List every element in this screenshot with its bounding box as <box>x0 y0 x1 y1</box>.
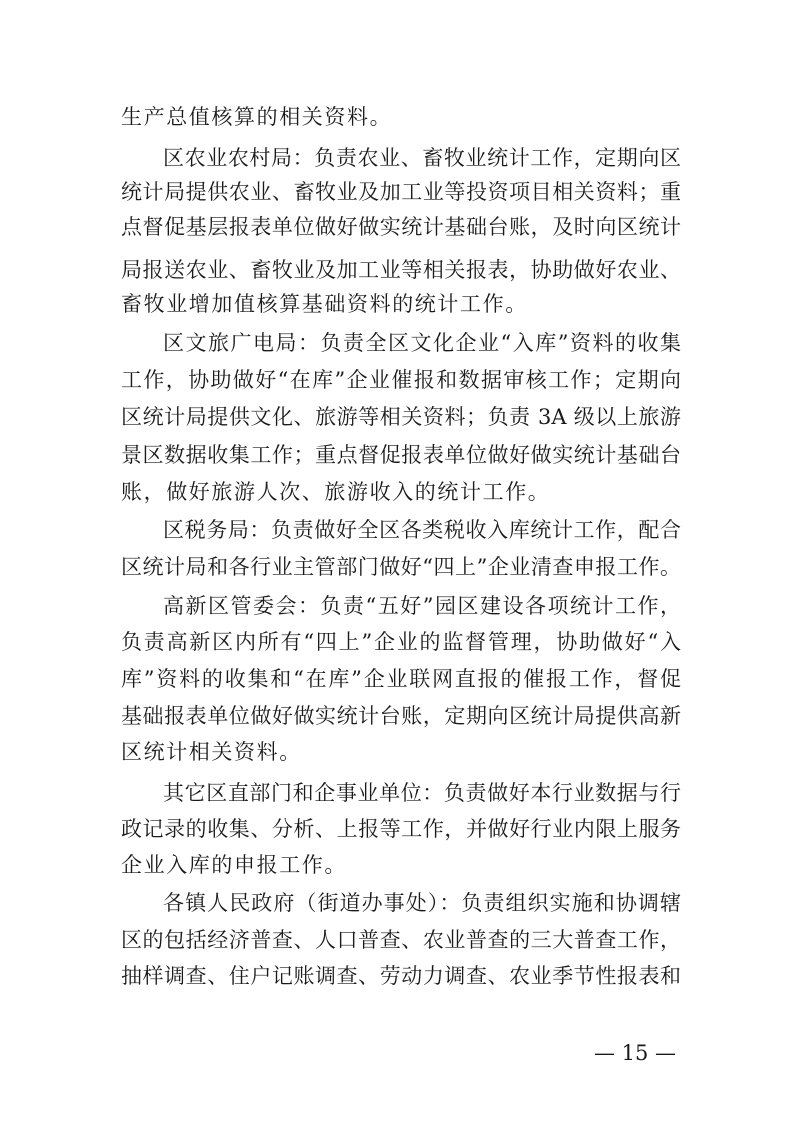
page-number: — 15 — <box>593 1041 677 1065</box>
paragraph-culture-tourism-bureau: 区文旅广电局：负责全区文化企业“入库”资料的收集 <box>163 331 681 355</box>
text-line: 统计局提供农业、畜牧业及加工业等投资项目相关资料；重 <box>121 180 681 204</box>
text-line: 畜牧业增加值核算基础资料的统计工作。 <box>121 292 528 316</box>
paragraph-other-departments: 其它区直部门和企事业单位：负责做好本行业数据与行 <box>163 781 681 805</box>
paragraph-town-governments: 各镇人民政府（街道办事处）：负责组织实施和协调辖 <box>163 891 681 915</box>
text-line: 工作，协助做好“在库”企业催报和数据审核工作；定期向 <box>121 368 681 392</box>
text-line: 政记录的收集、分析、上报等工作，并做好行业内限上服务 <box>121 817 681 841</box>
paragraph-tax-bureau: 区税务局：负责做好全区各类税收入库统计工作，配合 <box>163 518 681 542</box>
text-line: 局报送农业、畜牧业及加工业等相关报表，协助做好农业、 <box>121 258 681 282</box>
text-line: 基础报表单位做好做实统计台账，定期向区统计局提供高新 <box>121 704 681 728</box>
text-line: 区统计局和各行业主管部门做好“四上”企业清查申报工作。 <box>121 555 681 579</box>
text-line: 区统计相关资料。 <box>121 740 302 764</box>
text-line: 区统计局提供文化、旅游等相关资料；负责 3A 级以上旅游 <box>121 405 681 429</box>
text-line: 景区数据收集工作；重点督促报表单位做好做实统计基础台 <box>121 443 681 467</box>
text-line: 区的包括经济普查、人口普查、农业普查的三大普查工作， <box>121 928 681 952</box>
text-line: 点督促基层报表单位做好做实统计基础台账，及时向区统计 <box>121 215 681 239</box>
text-line: 生产总值核算的相关资料。 <box>121 105 393 129</box>
paragraph-agriculture-bureau: 区农业农村局：负责农业、畜牧业统计工作，定期向区 <box>163 146 681 170</box>
text-line: 账，做好旅游人次、旅游收入的统计工作。 <box>121 480 551 504</box>
text-line: 库”资料的收集和“在库”企业联网直报的催报工作，督促 <box>121 667 681 691</box>
paragraph-high-tech-zone: 高新区管委会：负责“五好”园区建设各项统计工作， <box>163 594 681 618</box>
text-line: 企业入库的申报工作。 <box>121 853 347 877</box>
text-line: 抽样调查、住户记账调查、劳动力调查、农业季节性报表和 <box>121 964 681 988</box>
text-line: 负责高新区内所有“四上”企业的监督管理，协助做好“入 <box>121 630 681 654</box>
